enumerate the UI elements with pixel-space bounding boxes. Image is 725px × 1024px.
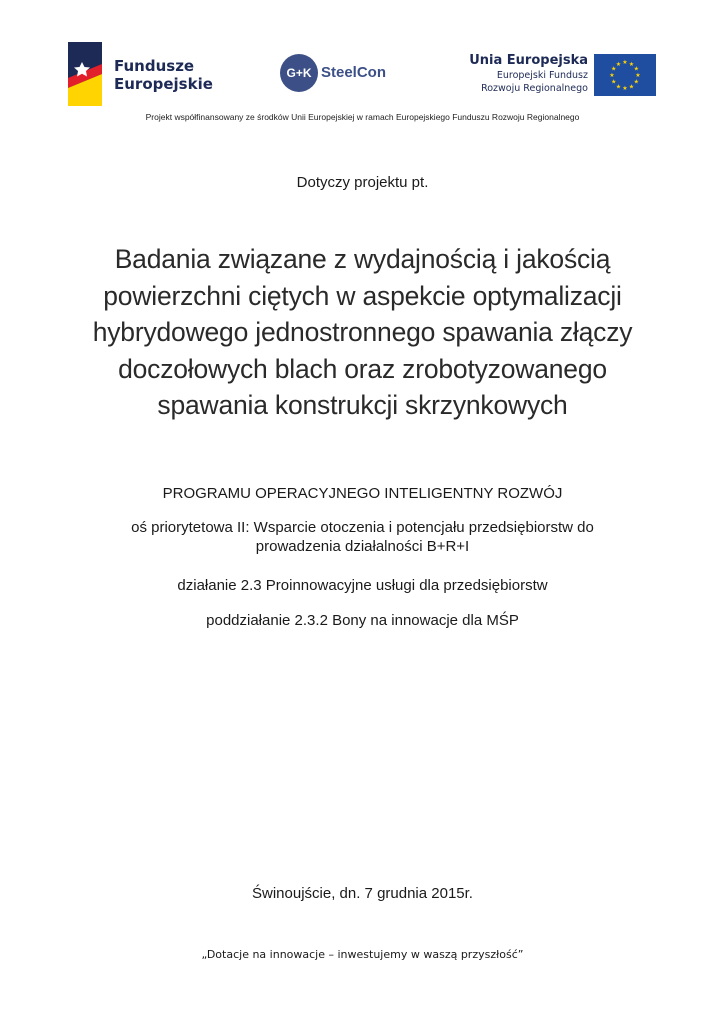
- eu-star-icon: ★: [622, 86, 628, 93]
- fe-logo-line1: Fundusze: [114, 57, 195, 75]
- eu-star-icon: ★: [622, 60, 628, 67]
- place-date: Świnoujście, dn. 7 grudnia 2015r.: [252, 885, 473, 902]
- eu-star-icon: ★: [633, 79, 639, 86]
- project-intro: Dotyczy projektu pt.: [296, 174, 429, 191]
- eu-star-icon: ★: [628, 84, 635, 91]
- priority-axis-line1: oś priorytetowa II: Wsparcie otoczenia i potencjału przedsiębiorstw do: [131, 519, 594, 536]
- gk-logo-word: SteelCon: [321, 64, 387, 81]
- gk-logo-mark: G+K: [280, 54, 318, 92]
- eu-logo-line1: Europejski Fundusz: [496, 70, 588, 81]
- eu-star-icon: ★: [628, 61, 635, 68]
- title-line: Badania związane z wydajnością i jakością: [114, 244, 611, 274]
- eu-logo: [460, 52, 660, 98]
- title-line: hybrydowego jednostronnego spawania złączy: [92, 317, 633, 347]
- title-line: doczołowych blach oraz zrobotyzowanego: [118, 353, 607, 384]
- eu-star-icon: ★: [615, 84, 622, 91]
- project-title: [60, 241, 665, 424]
- eu-star-icon: ★: [633, 66, 639, 73]
- gk-steelcon-logo: [280, 54, 400, 94]
- measure: działanie 2.3 Proinnowacyjne usługi dla przedsiębiorstw: [177, 577, 548, 594]
- title-line: powierzchni ciętych w aspekcie optymalizacji: [103, 280, 622, 311]
- priority-axis: [60, 518, 665, 556]
- title-line: spawania konstrukcji skrzynkowych: [157, 390, 568, 420]
- eu-flag-icon: [594, 54, 656, 96]
- eu-star-icon: ★: [615, 61, 622, 68]
- eu-star-icon: ★: [611, 79, 617, 86]
- cofinancing-note: Projekt współfinansowany ze środków Unii Europejskiej w ramach Europejskiego Funduszu Rozwoju Regionalnego: [145, 112, 580, 122]
- fe-logo-line2: Europejskie: [114, 75, 213, 93]
- fundusze-europejskie-logo: [68, 42, 213, 108]
- eu-star-icon: ★: [635, 73, 641, 80]
- eu-logo-title: Unia Europejska: [469, 53, 588, 68]
- eu-star-icon: ★: [611, 66, 617, 73]
- submeasure: poddziałanie 2.3.2 Bony na innowacje dla MŚP: [206, 612, 519, 629]
- eu-star-icon: ★: [609, 73, 615, 80]
- eu-logo-line2: Rozwoju Regionalnego: [481, 83, 588, 94]
- fe-star-icon: [68, 42, 102, 106]
- motto: „Dotacje na innowacje – inwestujemy w waszą przyszłość”: [201, 948, 524, 961]
- program-name: PROGRAMU OPERACYJNEGO INTELIGENTNY ROZWÓJ: [162, 485, 563, 502]
- priority-axis-line2: prowadzenia działalności B+R+I: [255, 538, 470, 555]
